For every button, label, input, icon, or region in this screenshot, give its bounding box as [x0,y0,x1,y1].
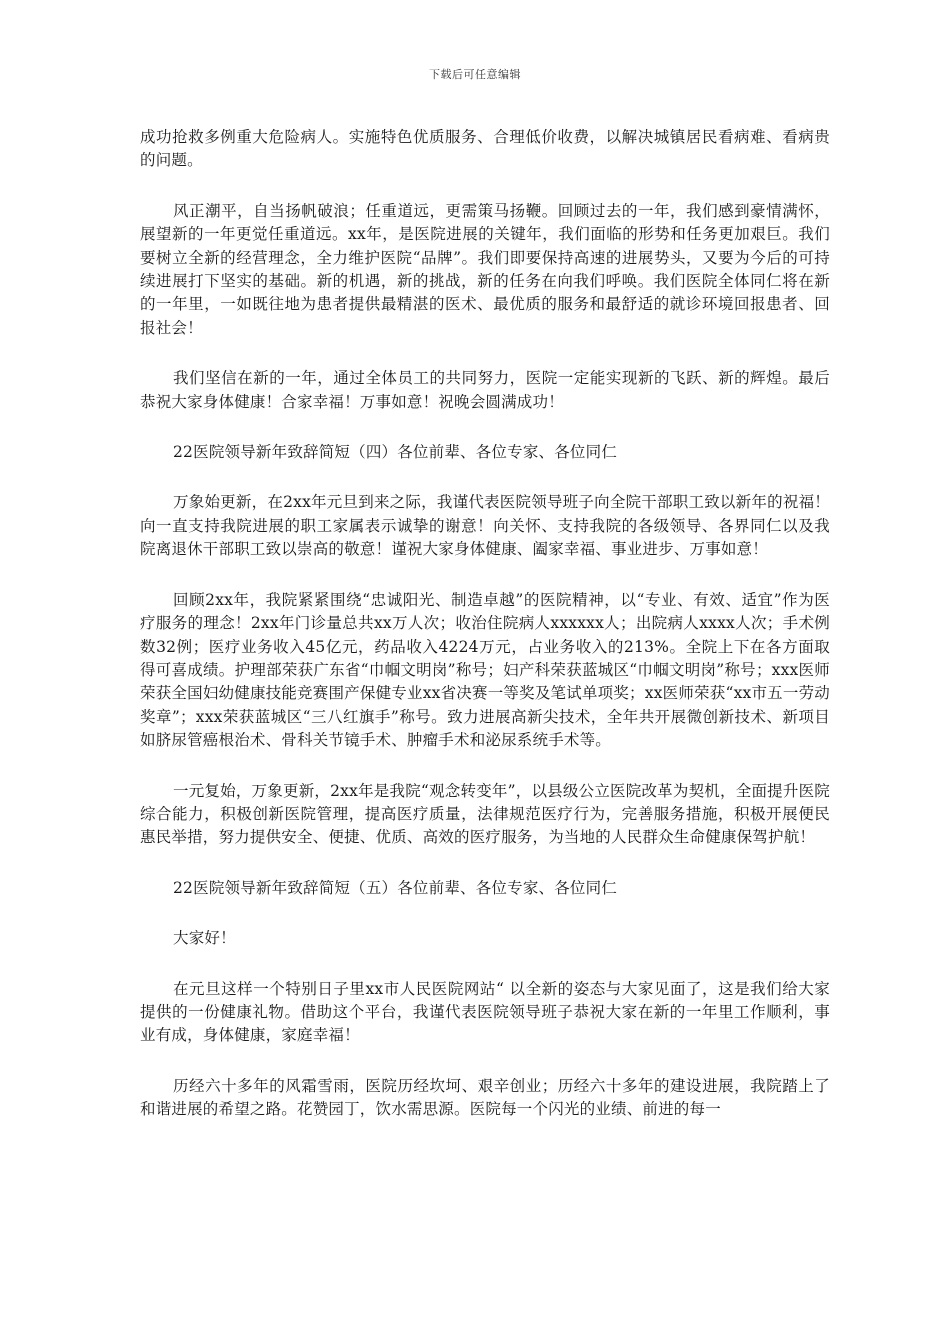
paragraph: 回顾2xx年，我院紧紧围绕“忠诚阳光、制造卓越”的医院精神，以“专业、有效、适宜”作为医疗服务的理念！2xx年门诊量总共xx万人次；收治住院病人xxxxxx人；出院病人xxxx人次；手术例数32例；医疗业务收入45亿元，药品收入4224万元，占业务收入的213%。全院上下在各方面取得可喜成绩。护理部荣获广东省“巾帼文明岗”称号；妇产科荣获蓝城区“巾帼文明岗”称号；xxx医师荣获全国妇幼健康技能竞赛围产保健专业xx省决赛一等奖及笔试单项奖；xx医师荣获“xx市五一劳动奖章”；xxx荣获蓝城区“三八红旗手”称号。致力进展高新尖技术，全年共开展微创新技术、新项目如脐尿管癌根治术、骨科关节镜手术、肿瘤手术和泌尿系统手术等。 [140,590,830,750]
greeting: 大家好！ [173,929,236,948]
section-heading: 22医院领导新年致辞简短（五）各位前辈、各位专家、各位同仁 [173,878,618,897]
paragraph: 万象始更新，在2xx年元旦到来之际，我谨代表医院领导班子向全院干部职工致以新年的祝福！向一直支持我院进展的职工家属表示诚挚的谢意！向关怀、支持我院的各级领导、各界同仁以及我院离退休干部职工致以崇高的敬意！谨祝大家身体健康、阖家幸福、事业进步、万事如意！ [140,493,830,559]
header-note: 下载后可任意编辑 [429,68,521,81]
paragraph: 在元旦这样一个特别日子里xx市人民医院网站“ 以全新的姿态与大家见面了，这是我们给大家提供的一份健康礼物。借助这个平台，我谨代表医院领导班子恭祝大家在新的一年里工作顺利，事业有成，身体健康，家庭幸福！ [140,979,830,1045]
paragraph: 风正潮平，自当扬帆破浪；任重道远，更需策马扬鞭。回顾过去的一年，我们感到豪情满怀，展望新的一年更觉任重道远。xx年，是医院进展的关键年，我们面临的形势和任务更加艰巨。我们要树立全新的经营理念，全力维护医院“品牌”。我们即要保持高速的进展势头，又要为今后的可持续进展打下坚实的基础。新的机遇，新的挑战，新的任务在向我们呼唤。我们医院全体同仁将在新的一年里，一如既往地为患者提供最精湛的医术、最优质的服务和最舒适的就诊环境回报患者、回报社会！ [140,201,830,337]
document-body [140,126,830,1149]
paragraph: 历经六十多年的风霜雪雨，医院历经坎坷、艰辛创业；历经六十多年的建设进展，我院踏上了和谐进展的希望之路。花赞园丁，饮水需思源。医院每一个闪光的业绩、前进的每一 [140,1076,830,1119]
paragraph: 成功抢救多例重大危险病人。实施特色优质服务、合理低价收费，以解决城镇居民看病难、看病贵的问题。 [140,128,830,170]
paragraph: 我们坚信在新的一年，通过全体员工的共同努力，医院一定能实现新的飞跃、新的辉煌。最后恭祝大家身体健康！合家幸福！万事如意！祝晚会圆满成功！ [140,369,830,411]
paragraph: 一元复始，万象更新，2xx年是我院“观念转变年”，以县级公立医院改革为契机，全面提升医院综合能力，积极创新医院管理，提高医疗质量，法律规范医疗行为，完善服务措施，积极开展便民惠民举措，努力提供安全、便捷、优质、高效的医疗服务，为当地的人民群众生命健康保驾护航！ [140,781,830,847]
section-heading: 22医院领导新年致辞简短（四）各位前辈、各位专家、各位同仁 [173,443,618,462]
